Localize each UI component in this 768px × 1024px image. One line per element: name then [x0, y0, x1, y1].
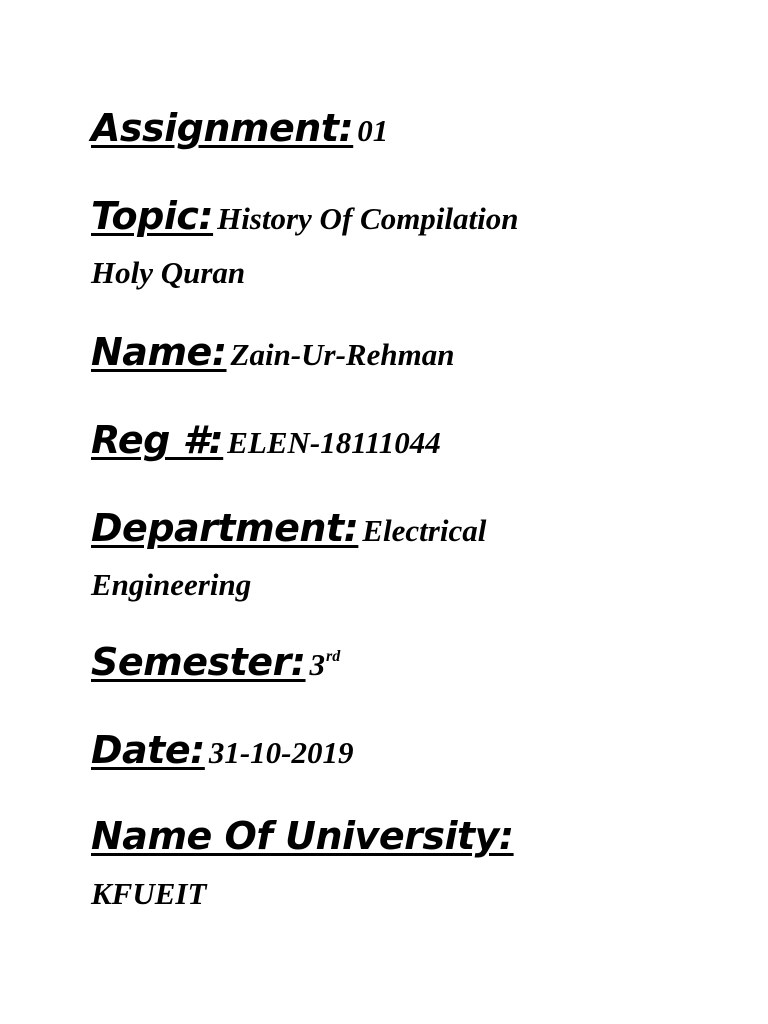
assignment-value: 01: [357, 113, 389, 148]
department-value: Electrical: [362, 513, 487, 548]
reg-label: Reg #:: [91, 418, 224, 462]
semester-ordinal-suffix: rd: [326, 648, 341, 665]
department-label: Department:: [91, 506, 359, 550]
semester-number: 3: [309, 647, 326, 682]
topic-value: History Of Compilation: [217, 201, 519, 236]
assignment-field: [91, 106, 691, 150]
date-field: [91, 728, 691, 772]
assignment-label: Assignment:: [91, 106, 354, 150]
department-value-continued: Engineering: [91, 567, 252, 602]
date-label: Date:: [91, 728, 205, 772]
name-value: Zain-Ur-Rehman: [230, 337, 455, 372]
topic-field: [91, 194, 691, 238]
university-label: Name Of University:: [91, 814, 514, 858]
name-label: Name:: [91, 330, 227, 374]
department-field: [91, 506, 691, 550]
semester-label: Semester:: [91, 640, 306, 684]
date-value: 31-10-2019: [208, 735, 354, 770]
reg-field: [91, 418, 691, 462]
semester-field: [91, 640, 691, 684]
reg-value: ELEN-18111044: [227, 425, 441, 460]
topic-value-continued: Holy Quran: [91, 255, 246, 290]
topic-label: Topic:: [91, 194, 214, 238]
semester-value: [310, 647, 341, 682]
university-field: [91, 814, 691, 858]
name-field: [91, 330, 691, 374]
university-value: KFUEIT: [91, 876, 207, 911]
